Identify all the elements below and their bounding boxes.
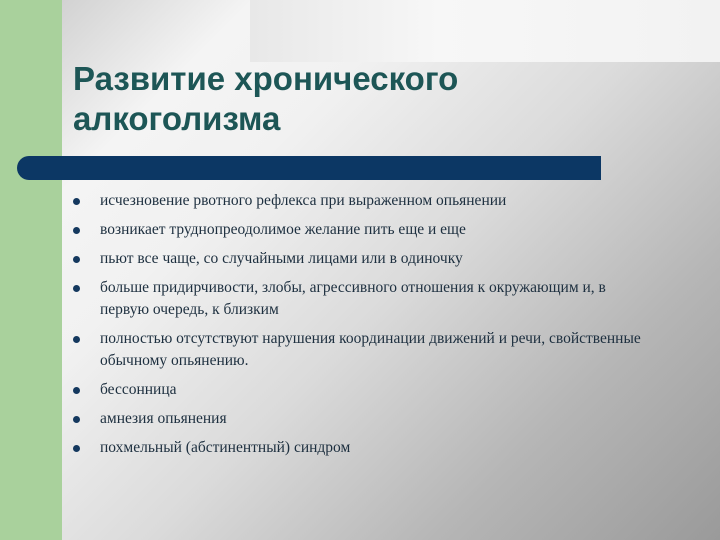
list-item-text: полностью отсутствуют нарушения координации движений и речи, свойственные обычному опьянению. xyxy=(100,330,641,369)
list-item xyxy=(73,437,643,459)
bullet-dot-icon xyxy=(73,227,80,234)
bullet-dot-icon xyxy=(73,445,80,452)
list-item xyxy=(73,248,643,270)
list-item-text: бессонница xyxy=(100,381,177,398)
top-white-strip xyxy=(250,0,720,62)
title-divider-bar xyxy=(17,156,601,180)
bullet-dot-icon xyxy=(73,256,80,263)
bullet-dot-icon xyxy=(73,198,80,205)
bullet-dot-icon xyxy=(73,285,80,292)
list-item xyxy=(73,379,643,401)
list-item xyxy=(73,408,643,430)
list-item-text: больше придирчивости, злобы, агрессивного отношения к окружающим и, в первую очередь, к близким xyxy=(100,279,606,318)
list-item xyxy=(73,190,643,212)
list-item xyxy=(73,219,643,241)
bullet-dot-icon xyxy=(73,336,80,343)
slide-title: Развитие хронического алкоголизма xyxy=(73,60,459,137)
list-item xyxy=(73,277,643,321)
list-item-text: возникает труднопреодолимое желание пить еще и еще xyxy=(100,221,466,238)
list-item-text: исчезновение рвотного рефлекса при выраженном опьянении xyxy=(100,192,507,209)
bullet-dot-icon xyxy=(73,416,80,423)
green-background-left xyxy=(0,0,62,540)
list-item-text: пьют все чаще, со случайными лицами или в одиночку xyxy=(100,250,463,267)
bullet-dot-icon xyxy=(73,387,80,394)
bullet-list xyxy=(73,190,643,466)
list-item-text: амнезия опьянения xyxy=(100,410,227,427)
list-item-text: похмельный (абстинентный) синдром xyxy=(100,439,351,456)
list-item xyxy=(73,328,643,372)
